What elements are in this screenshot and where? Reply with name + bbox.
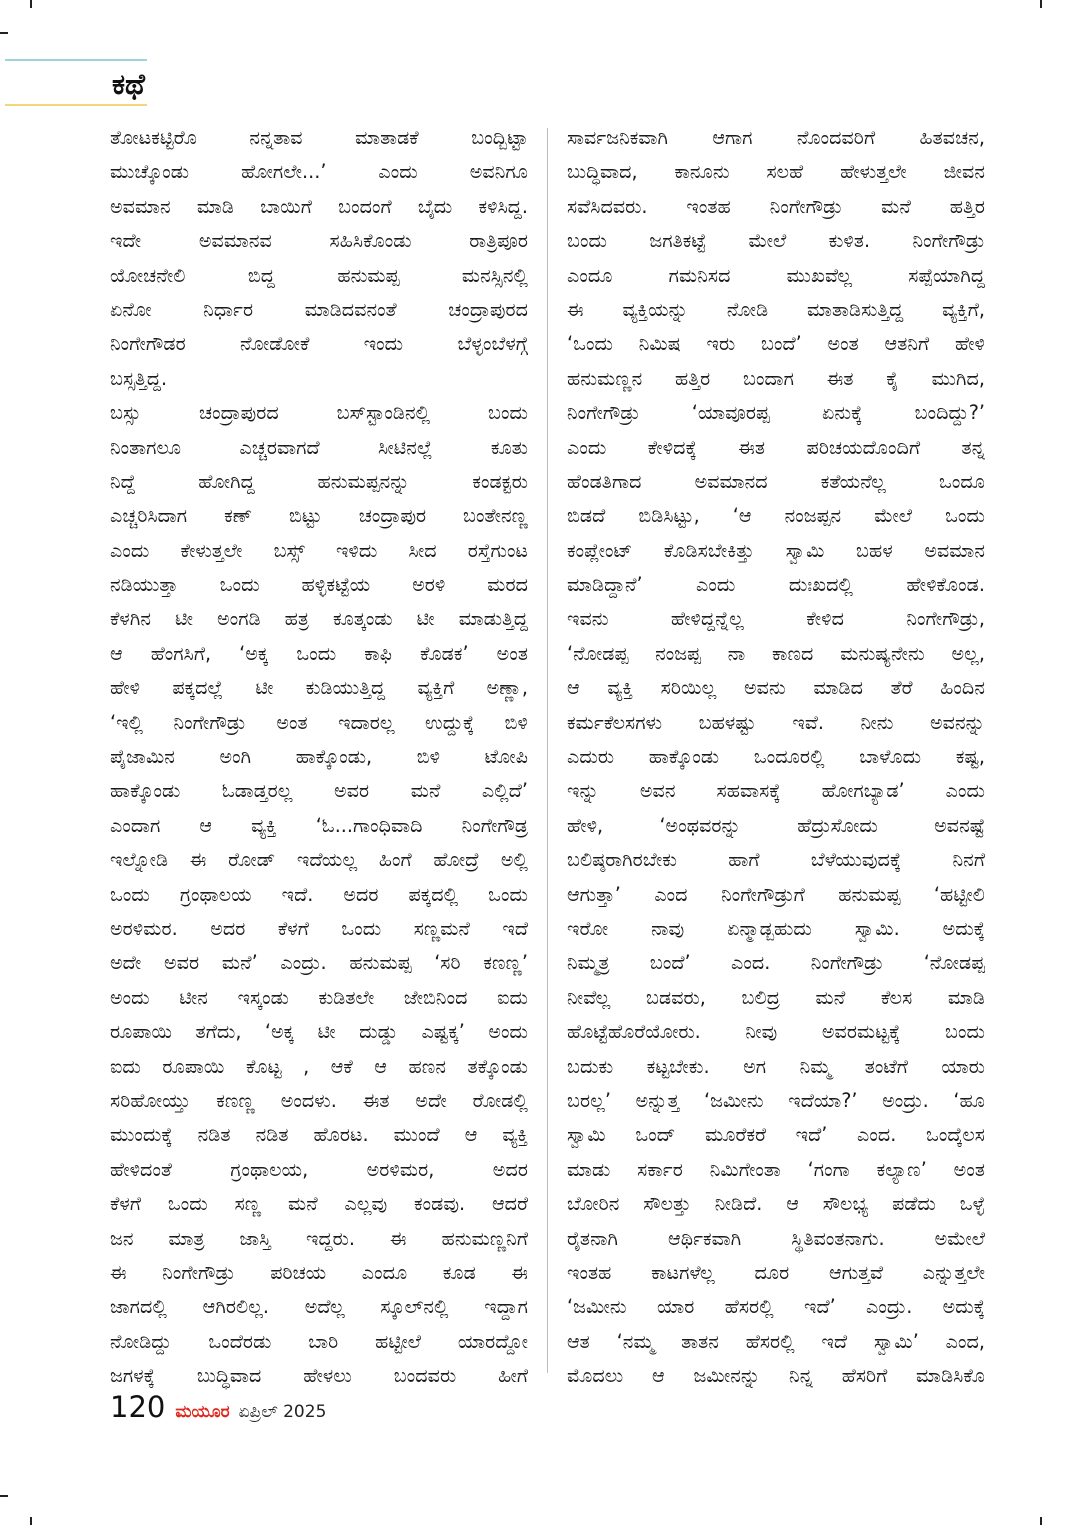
column-divider xyxy=(547,128,548,1373)
text-line: ರೂಪಾಯಿ ತಗೆದು, ‘ಅಕ್ಕ ಟೀ ದುಡ್ಡು ಎಷ್ಟಕ್ಕ’ ಅಂದು xyxy=(110,1020,528,1044)
text-line: ಬಿಡದೆ ಬಿಡಿಸಿಟ್ಟು, ‘ಆ ನಂಜಪ್ಪನ ಮೇಲೆ ಒಂದು xyxy=(567,504,985,528)
left-column xyxy=(110,121,528,1393)
text-line: ಜಾಗದಲ್ಲಿ ಆಗಿರಲಿಲ್ಲ. ಅದೆಲ್ಲ ಸ್ಕೂಲ್‌ನಲ್ಲಿ ಇದ್ದಾಗ xyxy=(110,1295,528,1319)
text-line: ನಿಂತಾಗಲೂ ಎಚ್ಚರವಾಗದೆ ಸೀಟಿನಲ್ಲೆ ಕೂತು xyxy=(110,435,528,459)
text-line: ನಡಿಯುತ್ತಾ ಒಂದು ಹಳ್ಳಿಕಟ್ಟೆಯ ಅರಳಿ ಮರದ xyxy=(110,573,528,597)
text-line: ‘ಇಲ್ಲಿ ನಿಂಗೇಗೌಡ್ರು ಅಂತ ಇದಾರಲ್ಲ ಉದ್ದುಕ್ಕೆ ಬಿಳಿ xyxy=(110,710,528,734)
magazine-logo: ಮಯೂರ xyxy=(175,1402,230,1422)
text-line: ಒಂದು ಗ್ರಂಥಾಲಯ ಇದೆ. ಅದರ ಪಕ್ಕದಲ್ಲಿ ಒಂದು xyxy=(110,882,528,906)
text-line: ಸರಿಹೋಯ್ತು ಕಣಣ್ಣ ಅಂದಳು. ಈತ ಅದೇ ರೋಡಲ್ಲಿ xyxy=(110,1088,528,1112)
text-line: ಹೇಳಿ, ‘ಅಂಥವರನ್ನು ಹೆದ್ರುಸೋದು ಅವನಷ್ಟೆ xyxy=(567,813,985,837)
text-line: ಇರೋ ನಾವು ಏನ್ಮಾಡ್ಬಹುದು ಸ್ವಾಮಿ. ಅದುಕ್ಕೆ xyxy=(567,916,985,940)
text-line: ಇಂತಹ ಕಾಟಗಳೆಲ್ಲ ದೂರ ಆಗುತ್ತವೆ ಎನ್ನುತ್ತಲೇ xyxy=(567,1260,985,1284)
crop-mark xyxy=(1040,0,1042,8)
text-line: ಕೆಳಗೆ ಒಂದು ಸಣ್ಣ ಮನೆ ಎಲ್ಲವು ಕಂಡವು. ಆದರೆ xyxy=(110,1192,528,1216)
text-line: ಬಲಿಷ್ಠರಾಗಿರಬೇಕು ಹಾಗೆ ಬೆಳೆಯುವುದಕ್ಕೆ ನಿನಗೆ xyxy=(567,848,985,872)
text-line: ಬರಲ್ಲ’ ಅನ್ನುತ್ತ ‘ಜಮೀನು ಇದೆಯಾ?’ ಅಂದ್ರು. ‘ಹೂ xyxy=(567,1088,985,1112)
text-line: ಮುಂದುಕ್ಕೆ ನಡಿತ ನಡಿತ ಹೊರಟ. ಮುಂದೆ ಆ ವ್ಯಕ್ತಿ xyxy=(110,1123,528,1147)
text-line: ಹಾಕ್ಕೊಂಡು ಓಡಾಡ್ತರಲ್ಲ ಅವರ ಮನೆ ಎಲ್ಲಿದೆ’ xyxy=(110,779,528,803)
text-line: ಈ ವ್ಯಕ್ತಿಯನ್ನು ನೋಡಿ ಮಾತಾಡಿಸುತ್ತಿದ್ದ ವ್ಯಕ್ತಿಗೆ, xyxy=(567,297,985,321)
issue-date: ಏಪ್ರಿಲ್ 2025 xyxy=(238,1402,327,1422)
text-line: ಜಗಳಕ್ಕೆ ಬುದ್ಧಿವಾದ ಹೇಳಲು ಬಂದವರು ಹೀಗೆ xyxy=(110,1364,528,1388)
crop-mark xyxy=(30,1517,32,1525)
text-line: ನಿಂಗೇಗೌಡ್ರು ‘ಯಾವೂರಪ್ಪ ಏನುಕ್ಕೆ ಬಂದಿದ್ದು?’ xyxy=(567,401,985,425)
text-line: ಆಗುತ್ತಾ’ ಎಂದ ನಿಂಗೇಗೌಡ್ರುಗೆ ಹನುಮಪ್ಪ ‘ಹಟ್ಟೀಲಿ xyxy=(567,882,985,906)
text-line: ಐದು ರೂಪಾಯಿ ಕೊಟ್ಟ , ಆಕೆ ಆ ಹಣನ ತಕ್ಕೊಂಡು xyxy=(110,1054,528,1078)
text-line: ಸಾರ್ವಜನಿಕವಾಗಿ ಆಗಾಗ ನೊಂದವರಿಗೆ ಹಿತವಚನ, xyxy=(567,126,985,149)
text-line: ಕೆಳಗಿನ ಟೀ ಅಂಗಡಿ ಹತ್ರ ಕೂತ್ಕಂಡು ಟೀ ಮಾಡುತ್ತಿದ್ದ xyxy=(110,607,528,631)
section-title: ಕಥೆ xyxy=(112,67,145,101)
text-line: ಮೊದಲು ಆ ಜಮೀನನ್ನು ನಿನ್ನ ಹೆಸರಿಗೆ ಮಾಡಿಸಿಕೊ xyxy=(567,1364,985,1388)
text-line: ಬಸ್ಸತ್ತಿದ್ದ. xyxy=(110,366,168,390)
text-line: ಪೈಜಾಮಿನ ಅಂಗಿ ಹಾಕ್ಕೊಂಡು, ಬಿಳಿ ಟೋಪಿ xyxy=(110,745,528,769)
page-footer xyxy=(110,1390,326,1430)
text-line: ‘ಜಮೀನು ಯಾರ ಹೆಸರಲ್ಲಿ ಇದೆ’ ಎಂದ್ರು. ಅದುಕ್ಕೆ xyxy=(567,1295,985,1319)
text-line: ಕರ್ಮಕೆಲಸಗಳು ಬಹಳಷ್ಟು ಇವೆ. ನೀನು ಅವನನ್ನು xyxy=(567,710,985,734)
text-line: ಇಲ್ನೋಡಿ ಈ ರೋಡ್ ಇದೆಯಲ್ಲ ಹಿಂಗೆ ಹೋದ್ರೆ ಅಲ್ಲಿ xyxy=(110,848,528,872)
text-line: ಎದುರು ಹಾಕ್ಕೊಂಡು ಒಂದೂರಲ್ಲಿ ಬಾಳೊದು ಕಷ್ಟ, xyxy=(567,745,985,769)
text-line: ನೋಡಿದ್ದು ಒಂದೆರಡು ಬಾರಿ ಹಟ್ಟೀಲೆ ಯಾರದ್ದೋ xyxy=(110,1329,528,1353)
text-line: ಆ ಹೆಂಗಸಿಗೆ, ‘ಅಕ್ಕ ಒಂದು ಕಾಫಿ ಕೊಡಕ’ ಅಂತ xyxy=(110,641,528,665)
crop-mark xyxy=(1040,1517,1042,1525)
text-line: ಹೆಂಡತಿಗಾದ ಅವಮಾನದ ಕತೆಯನೆಲ್ಲ ಒಂದೂ xyxy=(567,469,985,493)
text-line: ಎಂದು ಕೇಳಿದಕ್ಕೆ ಈತ ಪರಿಚಯದೊಂದಿಗೆ ತನ್ನ xyxy=(567,435,985,459)
text-line: ರೈತನಾಗಿ ಆರ್ಥಿಕವಾಗಿ ಸ್ಥಿತಿವಂತನಾಗು. ಅಮೇಲೆ xyxy=(567,1226,985,1250)
text-line: ‘ಒಂದು ನಿಮಿಷ ಇರು ಬಂದೆ’ ಅಂತ ಆತನಿಗೆ ಹೇಳಿ xyxy=(567,332,985,356)
text-line: ನಿದ್ದೆ ಹೋಗಿದ್ದ ಹನುಮಪ್ಪನನ್ನು ಕಂಡಕ್ಟರು xyxy=(110,469,528,493)
text-line: ಇವನು ಹೇಳಿದ್ದನ್ನೆಲ್ಲ ಕೇಳಿದ ನಿಂಗೇಗೌಡ್ರು, xyxy=(567,607,985,631)
text-line: ಎಂದು ಕೇಳುತ್ತಲೇ ಬಸ್ಸ್ ಇಳಿದು ಸೀದ ರಸ್ತೆಗುಂಟ xyxy=(110,538,528,562)
text-line: ಅವಮಾನ ಮಾಡಿ ಬಾಯಿಗೆ ಬಂದಂಗೆ ಬೈದು ಕಳಿಸಿದ್ದ. xyxy=(110,194,528,218)
text-line: ಅರಳಿಮರ. ಅದರ ಕೆಳಗೆ ಒಂದು ಸಣ್ಣಮನೆ ಇದೆ xyxy=(110,916,528,940)
text-line: ಸವೆಸಿದವರು. ಇಂತಹ ನಿಂಗೇಗೌಡ್ರು ಮನೆ ಹತ್ತಿರ xyxy=(567,194,985,218)
text-line: ಯೋಚನೇಲಿ ಬಿದ್ದ ಹನುಮಪ್ಪ ಮನಸ್ಸಿನಲ್ಲಿ xyxy=(110,263,528,287)
text-line: ನೀವೆಲ್ಲ ಬಡವರು, ಬಲಿದ್ರ ಮನೆ ಕೆಲಸ ಮಾಡಿ xyxy=(567,985,985,1009)
text-line: ಬಂದು ಜಗತಿಕಟ್ಟೆ ಮೇಲೆ ಕುಳಿತ. ನಿಂಗೇಗೌಡ್ರು xyxy=(567,229,985,253)
text-line: ಏನೋ ನಿರ್ಧಾರ ಮಾಡಿದವನಂತೆ ಚಂದ್ರಾಪುರದ xyxy=(110,297,528,321)
text-line: ಅದೇ ಅವರ ಮನೆ’ ಎಂದ್ರು. ಹನುಮಪ್ಪ ‘ಸರಿ ಕಣಣ್ಣ’ xyxy=(110,951,528,975)
text-line: ಹೇಳಿದಂತೆ ಗ್ರಂಥಾಲಯ, ಅರಳಿಮರ, ಅದರ xyxy=(110,1157,528,1181)
text-line: ‘ನೋಡಪ್ಪ ನಂಜಪ್ಪ ನಾ ಕಾಣದ ಮನುಷ್ಯನೇನು ಅಲ್ಲ, xyxy=(567,641,985,665)
text-line: ಆ ವ್ಯಕ್ತಿ ಸರಿಯಿಲ್ಲ ಅವನು ಮಾಡಿದ ತೆರೆ ಹಿಂದಿನ xyxy=(567,676,985,700)
text-line: ಹೇಳಿ ಪಕ್ಕದಲ್ಲೆ ಟೀ ಕುಡಿಯುತ್ತಿದ್ದ ವ್ಯಕ್ತಿಗೆ ಅಣ್ಣಾ, xyxy=(110,676,528,700)
text-line: ಇದೇ ಅವಮಾನವ ಸಹಿಸಿಕೊಂಡು ರಾತ್ರಿಪೂರ xyxy=(110,229,528,253)
text-line: ಅಂದು ಟೀನ ಇಸ್ಕಂಡು ಕುಡಿತಲೇ ಜೇಬಿನಿಂದ ಐದು xyxy=(110,985,528,1009)
text-line: ಸ್ವಾಮಿ ಒಂದ್ ಮೂರೆಕರೆ ಇದೆ’ ಎಂದ. ಒಂದ್ಕೆಲಸ xyxy=(567,1123,985,1147)
text-line: ತೋಟಕಟ್ಟಿರೊ ನನ್ನತಾವ ಮಾತಾಡಕೆ ಬಂದ್ಬಿಟ್ಟಾ xyxy=(110,126,528,149)
text-line: ಹೊಟ್ಟೆಹೊರೆಯೋರು. ನೀವು ಅವರಮಟ್ಟಕ್ಕೆ ಬಂದು xyxy=(567,1020,985,1044)
header-rule-bottom xyxy=(5,104,147,106)
text-line: ಬೋರಿನ ಸೌಲತ್ತು ನೀಡಿದೆ. ಆ ಸೌಲಭ್ಯ ಪಡೆದು ಒಳ್ಳೆ xyxy=(567,1192,985,1216)
text-line: ಎಂದಾಗ ಆ ವ್ಯಕ್ತಿ ‘ಓ...ಗಾಂಧಿವಾದಿ ನಿಂಗೇಗೌಡ್ರ xyxy=(110,813,528,837)
crop-mark xyxy=(0,32,8,34)
text-line: ಬುದ್ಧಿವಾದ, ಕಾನೂನು ಸಲಹೆ ಹೇಳುತ್ತಲೇ ಜೀವನ xyxy=(567,160,985,184)
text-line: ಮಾಡು ಸರ್ಕಾರ ನಿಮಿಗೇಂತಾ ‘ಗಂಗಾ ಕಲ್ಯಾಣ’ ಅಂತ xyxy=(567,1157,985,1181)
text-line: ನಿಂಗೇಗೌಡರ ನೋಡೋಕೆ ಇಂದು ಬೆಳ್ಳಂಬೆಳಗ್ಗೆ xyxy=(110,332,528,356)
text-line: ನಿಮ್ಮತ್ರ ಬಂದೆ’ ಎಂದ. ನಿಂಗೇಗೌಡ್ರು ‘ನೋಡಪ್ಪ xyxy=(567,951,985,975)
right-column xyxy=(567,121,985,1393)
text-line: ಎಚ್ಚರಿಸಿದಾಗ ಕಣ್ ಬಿಟ್ಟು ಚಂದ್ರಾಪುರ ಬಂತೇನಣ್ಣ xyxy=(110,504,528,528)
crop-mark xyxy=(0,1495,8,1497)
text-line: ಬಸ್ಸು ಚಂದ್ರಾಪುರದ ಬಸ್‌ಸ್ಟಾಂಡಿನಲ್ಲಿ ಬಂದು xyxy=(110,401,528,425)
page-number: 120 xyxy=(110,1390,166,1424)
header-rule-top xyxy=(5,59,147,61)
text-line: ಆತ ‘ನಮ್ಮ ತಾತನ ಹೆಸರಲ್ಲಿ ಇದೆ ಸ್ವಾಮಿ’ ಎಂದ, xyxy=(567,1329,985,1353)
text-line: ಕಂಪ್ಲೇಂಟ್ ಕೊಡಿಸಬೇಕಿತ್ತು ಸ್ವಾಮಿ ಬಹಳ ಅವಮಾನ xyxy=(567,538,985,562)
text-line: ಮಾಡಿದ್ದಾನೆ’ ಎಂದು ದುಃಖದಲ್ಲಿ ಹೇಳಿಕೊಂಡ. xyxy=(567,573,985,597)
crop-mark xyxy=(30,0,32,8)
text-line: ಹನುಮಣ್ಣನ ಹತ್ತಿರ ಬಂದಾಗ ಈತ ಕೈ ಮುಗಿದ, xyxy=(567,366,985,390)
text-line: ಇನ್ನು ಅವನ ಸಹವಾಸಕ್ಕೆ ಹೋಗಬ್ಯಾಡ’ ಎಂದು xyxy=(567,779,985,803)
text-line: ಬದುಕು ಕಟ್ಟಬೇಕು. ಅಗ ನಿಮ್ಮ ತಂಟೆಗೆ ಯಾರು xyxy=(567,1054,985,1078)
text-line: ಎಂದೂ ಗಮನಿಸದ ಮುಖವೆಲ್ಲ ಸಪ್ಪೆಯಾಗಿದ್ದ xyxy=(567,263,985,287)
text-line: ಮುಚ್ಕೊಂಡು ಹೋಗಲೇ...’ ಎಂದು ಅವನಿಗೂ xyxy=(110,160,528,184)
text-line: ಈ ನಿಂಗೇಗೌಡ್ರು ಪರಿಚಯ ಎಂದೂ ಕೂಡ ಈ xyxy=(110,1260,528,1284)
text-line: ಜನ ಮಾತ್ರ ಜಾಸ್ತಿ ಇದ್ದರು. ಈ ಹನುಮಣ್ಣನಿಗೆ xyxy=(110,1226,528,1250)
